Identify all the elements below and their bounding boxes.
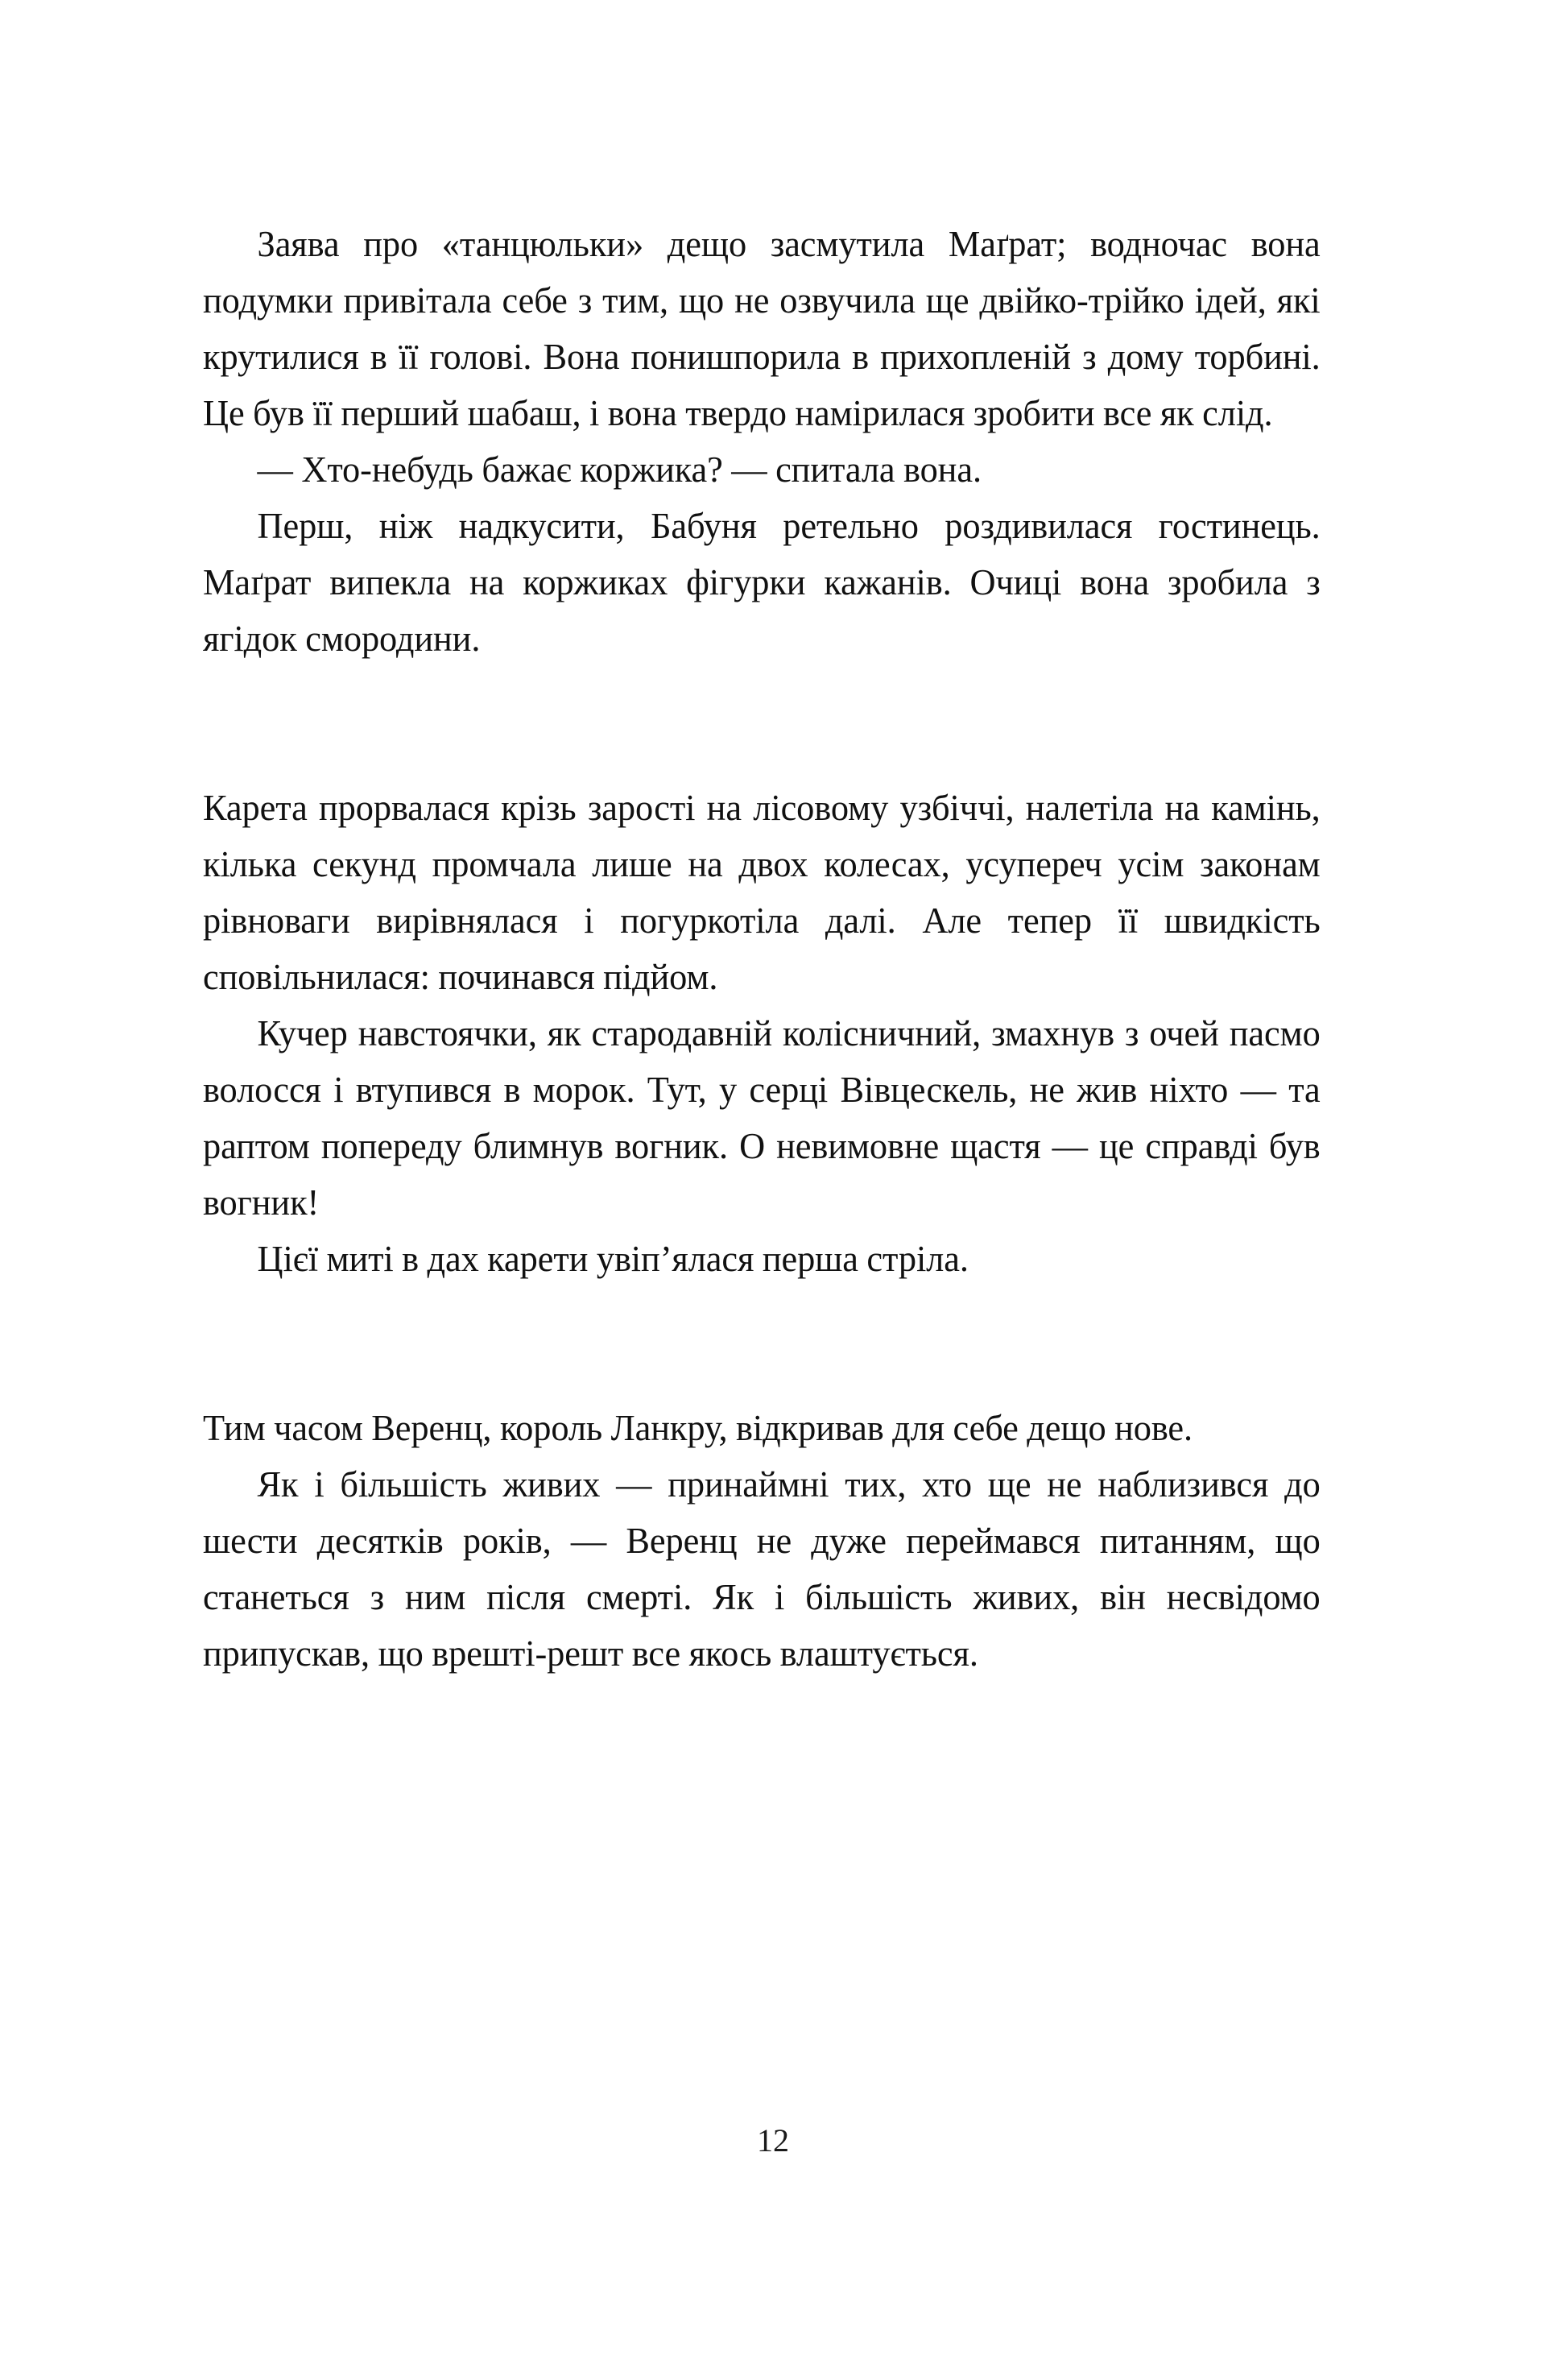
section-opening-paragraph: Тим часом Веренц, король Ланкру, відкривав для себе дещо нове.	[203, 1407, 1193, 1448]
page-number: 12	[757, 2122, 789, 2159]
paragraph: Заява про «танцюльки» дещо засмутила Маґрат; водночас вона подумки привітала себе з тим, що не озвучила ще двійко-трійко ідей, які крутилися в її голові. Вона понишпорила в прихопленій з дому торбині. Це був її перший шабаш, і вона твердо намірилася зробити все як слід.	[203, 223, 1321, 433]
paragraph: Цієї миті в дах карети увіп’ялася перша стріла.	[257, 1238, 969, 1279]
text-section-3	[203, 1400, 1361, 1682]
section-opening-paragraph: Карета прорвалася крізь зарості на лісовому узбіччі, налетіла на камінь, кілька секунд промчала лише на двох колесах, усупереч усім законам рівноваги вирівнялася і погуркотіла далі. Але тепер її швидкість сповільнилася: починався підйом.	[203, 787, 1321, 997]
text-section-1	[203, 216, 1361, 667]
paragraph: Перш, ніж надкусити, Бабуня ретельно роздивилася гостинець. Маґрат випекла на коржиках фігурки кажанів. Очиці вона зробила з ягідок смородини.	[203, 505, 1321, 659]
body-text-column	[203, 216, 1361, 1682]
text-section-2	[203, 780, 1361, 1287]
paragraph: Кучер навстоячки, як стародавній колісничний, змахнув з очей пасмо волосся і втупився в морок. Тут, у серці Вівцескель, не жив ніхто — та раптом попереду блимнув вогник. О невимовне щастя — це справді був вогник!	[203, 1012, 1321, 1223]
dialogue-paragraph: — Хто-небудь бажає коржика? — спитала вона.	[257, 449, 982, 490]
paragraph: Як і більшість живих — принаймні тих, хто ще не наблизився до шести десятків років, — Веренц не дуже переймався питанням, що станеться з ним після смерті. Як і більшість живих, він несвідомо припускав, що врешті-решт все якось влаштується.	[203, 1463, 1321, 1674]
